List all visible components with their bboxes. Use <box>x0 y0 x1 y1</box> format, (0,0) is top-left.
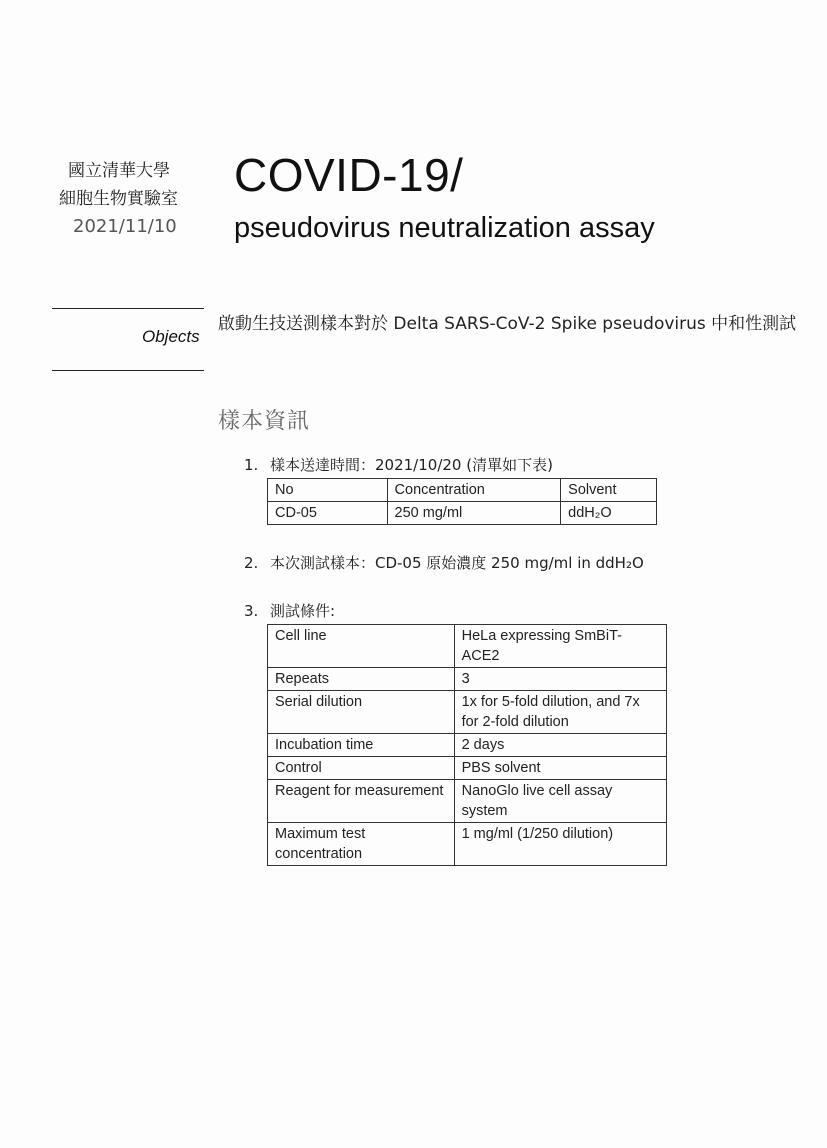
institution-name: 國立清華大學 <box>68 161 170 181</box>
table-row <box>268 668 667 691</box>
condition-label: Repeats <box>268 668 455 691</box>
list-item-1 <box>244 454 553 475</box>
conditions-table <box>267 624 667 866</box>
list-item-number: 3. <box>244 602 259 620</box>
condition-label: Control <box>268 757 455 780</box>
sample-table <box>267 478 657 525</box>
table-cell: CD-05 <box>268 502 388 525</box>
condition-label: Cell line <box>268 625 455 668</box>
objects-text: 啟動生技送測樣本對於 Delta SARS-CoV-2 Spike pseudovirus 中和性測試 <box>218 314 797 334</box>
condition-value: 1x for 5-fold dilution, and 7x for 2-fold dilution <box>454 691 666 734</box>
list-item-number: 1. <box>244 456 259 474</box>
objects-label: Objects <box>142 327 200 346</box>
table-cell: ddH₂O <box>561 502 657 525</box>
table-header-cell: Solvent <box>561 479 657 502</box>
list-item-3 <box>244 600 335 621</box>
section-title: 樣本資訊 <box>218 409 311 434</box>
list-item-text: 測試條件: <box>270 602 336 620</box>
condition-label: Reagent for measurement <box>268 780 455 823</box>
condition-label: Serial dilution <box>268 691 455 734</box>
title-line-1: COVID-19/ <box>234 149 464 201</box>
table-row <box>268 502 657 525</box>
condition-value: HeLa expressing SmBiT-ACE2 <box>454 625 666 668</box>
report-date: 2021/11/10 <box>73 216 177 237</box>
condition-label: Maximum test concentration <box>268 823 455 866</box>
title-line-2: pseudovirus neutralization assay <box>234 212 655 244</box>
table-row <box>268 691 667 734</box>
table-row <box>268 757 667 780</box>
table-row <box>268 734 667 757</box>
objects-bottom-rule <box>52 370 204 371</box>
table-header-row <box>268 479 657 502</box>
condition-value: NanoGlo live cell assay system <box>454 780 666 823</box>
table-row <box>268 625 667 668</box>
table-header-cell: Concentration <box>387 479 561 502</box>
list-item-number: 2. <box>244 554 259 572</box>
table-cell: 250 mg/ml <box>387 502 561 525</box>
table-row <box>268 823 667 866</box>
condition-value: 1 mg/ml (1/250 dilution) <box>454 823 666 866</box>
condition-value: 2 days <box>454 734 666 757</box>
condition-label: Incubation time <box>268 734 455 757</box>
list-item-text: 樣本送達時間：2021/10/20 (清單如下表) <box>270 456 553 474</box>
objects-top-rule <box>52 308 204 309</box>
lab-name: 細胞生物實驗室 <box>59 189 178 209</box>
table-header-cell: No <box>268 479 388 502</box>
table-row <box>268 780 667 823</box>
condition-value: 3 <box>454 668 666 691</box>
list-item-2 <box>244 552 644 573</box>
condition-value: PBS solvent <box>454 757 666 780</box>
list-item-text: 本次測試樣本：CD-05 原始濃度 250 mg/ml in ddH₂O <box>270 554 644 572</box>
